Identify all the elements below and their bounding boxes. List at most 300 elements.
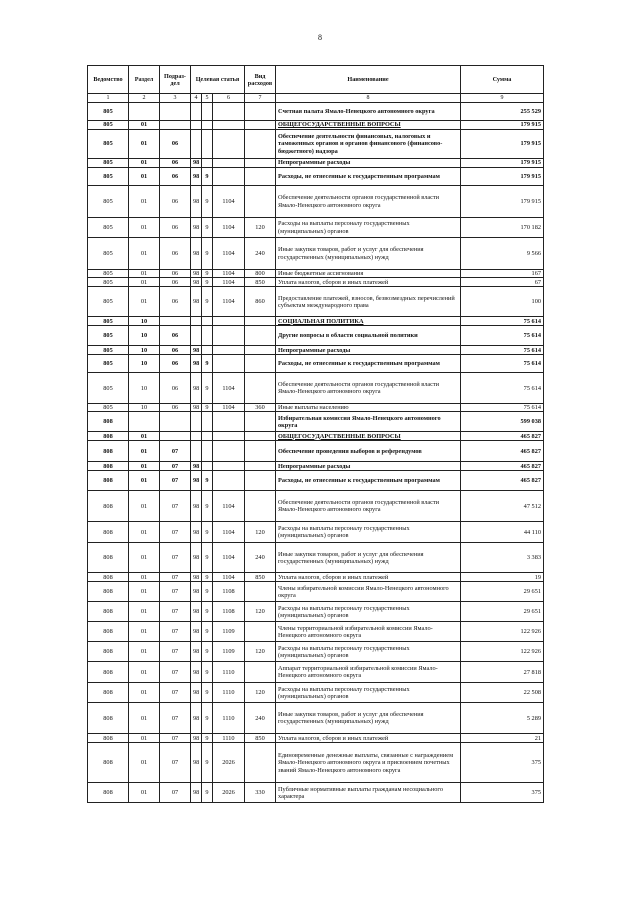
vid-cell <box>245 168 276 186</box>
vid-cell: 120 <box>245 642 276 662</box>
cs-direction-cell: 1108 <box>213 582 245 602</box>
table-row <box>88 573 544 582</box>
cs-subprogram-cell: 9 <box>202 287 213 317</box>
razdel-cell: 01 <box>129 743 160 783</box>
razdel-cell: 01 <box>129 734 160 743</box>
ved-cell: 808 <box>88 743 129 783</box>
cs-direction-cell: 1109 <box>213 622 245 642</box>
header-podrazdel: Подраз-дел <box>160 66 191 94</box>
podrazdel-cell <box>160 412 191 432</box>
podrazdel-cell: 06 <box>160 238 191 270</box>
cs-program-cell: 98 <box>191 683 202 703</box>
name-text: Уплата налогов, сборов и иных платежей <box>278 734 389 742</box>
vid-cell <box>245 373 276 404</box>
budget-table <box>87 65 544 803</box>
vid-cell <box>245 491 276 522</box>
name-cell <box>276 622 461 642</box>
name-text: Другие вопросы в области социальной политики <box>278 332 418 340</box>
cs-subprogram-cell: 9 <box>202 573 213 582</box>
vid-cell: 120 <box>245 683 276 703</box>
table-row <box>88 287 544 317</box>
sum-cell: 179 915 <box>461 159 544 168</box>
name-text: Члены территориальной избирательной комиссии Ямало-Ненецкого автономного округа <box>278 624 433 639</box>
table-row <box>88 412 544 432</box>
cs-program-cell: 98 <box>191 462 202 471</box>
name-cell <box>276 270 461 278</box>
vid-cell <box>245 441 276 462</box>
razdel-cell: 01 <box>129 783 160 803</box>
name-cell <box>276 130 461 159</box>
sum-cell: 465 827 <box>461 441 544 462</box>
vid-cell: 360 <box>245 404 276 412</box>
cs-program-cell: 98 <box>191 582 202 602</box>
ved-cell: 805 <box>88 270 129 278</box>
vid-cell: 800 <box>245 270 276 278</box>
cs-subprogram-cell <box>202 432 213 441</box>
name-cell <box>276 432 461 441</box>
razdel-cell: 10 <box>129 355 160 373</box>
razdel-cell: 01 <box>129 121 160 130</box>
cs-program-cell: 98 <box>191 573 202 582</box>
table-row <box>88 373 544 404</box>
name-cell <box>276 743 461 783</box>
razdel-cell: 10 <box>129 326 160 346</box>
ved-cell: 805 <box>88 103 129 121</box>
cs-subprogram-cell: 9 <box>202 373 213 404</box>
ved-cell: 805 <box>88 130 129 159</box>
sum-cell: 465 827 <box>461 471 544 491</box>
name-cell <box>276 462 461 471</box>
table-row <box>88 355 544 373</box>
cs-direction-cell: 1104 <box>213 238 245 270</box>
cs-program-cell: 98 <box>191 783 202 803</box>
name-cell <box>276 317 461 326</box>
name-text: Избирательная комиссия Ямало-Ненецкого автономного округа <box>278 414 441 429</box>
razdel-cell: 01 <box>129 159 160 168</box>
cs-subprogram-cell: 9 <box>202 743 213 783</box>
razdel-cell: 10 <box>129 404 160 412</box>
sum-cell: 122 926 <box>461 642 544 662</box>
podrazdel-cell <box>160 317 191 326</box>
ved-cell: 808 <box>88 412 129 432</box>
vid-cell <box>245 326 276 346</box>
cs-direction-cell: 1108 <box>213 602 245 622</box>
cs-direction-cell <box>213 130 245 159</box>
vid-cell <box>245 346 276 355</box>
cs-direction-cell: 1104 <box>213 186 245 218</box>
cs-subprogram-cell: 9 <box>202 238 213 270</box>
podrazdel-cell: 07 <box>160 522 191 543</box>
vid-cell <box>245 582 276 602</box>
cs-program-cell: 98 <box>191 159 202 168</box>
podrazdel-cell: 07 <box>160 582 191 602</box>
cs-subprogram-cell: 9 <box>202 543 213 573</box>
cs-program-cell: 98 <box>191 355 202 373</box>
cs-program-cell: 98 <box>191 238 202 270</box>
cs-direction-cell: 1104 <box>213 218 245 238</box>
cs-subprogram-cell: 9 <box>202 186 213 218</box>
cs-direction-cell <box>213 346 245 355</box>
vid-cell: 860 <box>245 287 276 317</box>
cs-subprogram-cell: 9 <box>202 683 213 703</box>
name-cell <box>276 602 461 622</box>
vid-cell <box>245 317 276 326</box>
razdel-cell: 01 <box>129 238 160 270</box>
name-text: Иные закупки товаров, работ и услуг для обеспечения государственных (муниципальных) нужд <box>278 550 424 565</box>
razdel-cell: 01 <box>129 278 160 287</box>
cs-program-cell: 98 <box>191 404 202 412</box>
column-number: 5 <box>202 94 213 103</box>
razdel-cell: 01 <box>129 573 160 582</box>
table-row <box>88 582 544 602</box>
podrazdel-cell: 07 <box>160 622 191 642</box>
razdel-cell: 01 <box>129 432 160 441</box>
ved-cell: 808 <box>88 491 129 522</box>
sum-cell: 29 651 <box>461 602 544 622</box>
razdel-cell: 01 <box>129 462 160 471</box>
header-celevaya: Целевая статья <box>191 66 245 94</box>
razdel-cell: 01 <box>129 168 160 186</box>
vid-cell <box>245 103 276 121</box>
header-summa: Сумма <box>461 66 544 94</box>
name-text: Расходы, не отнесенные к государственным программам <box>278 172 440 180</box>
cs-direction-cell <box>213 412 245 432</box>
podrazdel-cell: 06 <box>160 270 191 278</box>
vid-cell <box>245 121 276 130</box>
razdel-cell: 01 <box>129 662 160 683</box>
name-cell <box>276 218 461 238</box>
table-row <box>88 404 544 412</box>
podrazdel-cell: 06 <box>160 355 191 373</box>
ved-cell: 808 <box>88 662 129 683</box>
table-row <box>88 662 544 683</box>
table-header <box>88 66 544 103</box>
name-text: Расходы, не отнесенные к государственным программам <box>278 360 440 368</box>
name-text: Уплата налогов, сборов и иных платежей <box>278 278 389 286</box>
name-text: Расходы, не отнесенные к государственным программам <box>278 477 440 485</box>
podrazdel-cell: 07 <box>160 441 191 462</box>
sum-cell: 100 <box>461 287 544 317</box>
cs-subprogram-cell: 9 <box>202 602 213 622</box>
header-razdel: Раздел <box>129 66 160 94</box>
cs-program-cell: 98 <box>191 642 202 662</box>
table-row <box>88 326 544 346</box>
cs-program-cell <box>191 130 202 159</box>
cs-subprogram-cell: 9 <box>202 703 213 734</box>
sum-cell: 170 182 <box>461 218 544 238</box>
cs-subprogram-cell: 9 <box>202 522 213 543</box>
name-cell <box>276 662 461 683</box>
cs-program-cell: 98 <box>191 287 202 317</box>
cs-direction-cell: 2026 <box>213 783 245 803</box>
sum-cell: 21 <box>461 734 544 743</box>
name-cell <box>276 186 461 218</box>
podrazdel-cell: 07 <box>160 683 191 703</box>
name-cell <box>276 734 461 743</box>
ved-cell: 808 <box>88 602 129 622</box>
name-cell <box>276 582 461 602</box>
razdel-cell: 01 <box>129 270 160 278</box>
name-cell <box>276 703 461 734</box>
cs-direction-cell: 1104 <box>213 270 245 278</box>
cs-subprogram-cell: 9 <box>202 471 213 491</box>
name-cell <box>276 573 461 582</box>
cs-program-cell: 98 <box>191 522 202 543</box>
ved-cell: 808 <box>88 441 129 462</box>
cs-direction-cell <box>213 471 245 491</box>
ved-cell: 805 <box>88 346 129 355</box>
sum-cell: 179 915 <box>461 186 544 218</box>
page-number: 8 <box>318 33 322 42</box>
cs-program-cell: 98 <box>191 703 202 734</box>
name-text: Иные бюджетные ассигнования <box>278 270 364 277</box>
cs-subprogram-cell: 9 <box>202 642 213 662</box>
cs-subprogram-cell: 9 <box>202 783 213 803</box>
cs-direction-cell: 1104 <box>213 287 245 317</box>
ved-cell: 805 <box>88 238 129 270</box>
ved-cell: 805 <box>88 355 129 373</box>
vid-cell <box>245 355 276 373</box>
sum-cell: 75 614 <box>461 317 544 326</box>
cs-direction-cell: 1110 <box>213 703 245 734</box>
table-row <box>88 622 544 642</box>
vid-cell: 240 <box>245 238 276 270</box>
cs-direction-cell <box>213 159 245 168</box>
razdel-cell: 01 <box>129 522 160 543</box>
cs-direction-cell: 1104 <box>213 278 245 287</box>
name-text: Непрограммные расходы <box>278 346 351 354</box>
table-row <box>88 159 544 168</box>
name-cell <box>276 404 461 412</box>
cs-direction-cell: 1110 <box>213 683 245 703</box>
cs-direction-cell: 1110 <box>213 662 245 683</box>
name-text: Обеспечение проведения выборов и референдумов <box>278 447 422 455</box>
name-cell <box>276 346 461 355</box>
name-text: Непрограммные расходы <box>278 159 351 167</box>
razdel-cell: 01 <box>129 622 160 642</box>
podrazdel-cell: 07 <box>160 543 191 573</box>
cs-subprogram-cell <box>202 121 213 130</box>
name-cell <box>276 683 461 703</box>
name-cell <box>276 355 461 373</box>
table-body <box>88 103 544 803</box>
ved-cell: 808 <box>88 543 129 573</box>
vid-cell <box>245 471 276 491</box>
podrazdel-cell: 07 <box>160 642 191 662</box>
cs-subprogram-cell: 9 <box>202 404 213 412</box>
sum-cell: 75 614 <box>461 373 544 404</box>
sum-cell: 5 289 <box>461 703 544 734</box>
cs-subprogram-cell <box>202 317 213 326</box>
name-text: Расходы на выплаты персоналу государственных (муниципальных) органов <box>278 685 410 700</box>
razdel-cell: 01 <box>129 642 160 662</box>
sum-cell: 122 926 <box>461 622 544 642</box>
vid-cell: 240 <box>245 703 276 734</box>
razdel-cell: 01 <box>129 471 160 491</box>
name-cell <box>276 326 461 346</box>
name-text: Уплата налогов, сборов и иных платежей <box>278 573 389 581</box>
ved-cell: 805 <box>88 287 129 317</box>
vid-cell: 850 <box>245 734 276 743</box>
ved-cell: 805 <box>88 186 129 218</box>
cs-direction-cell <box>213 462 245 471</box>
cs-direction-cell: 1104 <box>213 573 245 582</box>
vid-cell <box>245 159 276 168</box>
table-row <box>88 491 544 522</box>
ved-cell: 808 <box>88 683 129 703</box>
name-cell <box>276 121 461 130</box>
razdel-cell: 01 <box>129 441 160 462</box>
column-number: 2 <box>129 94 160 103</box>
vid-cell: 120 <box>245 522 276 543</box>
name-text: Члены избирательной комиссии Ямало-Ненецкого автономного округа <box>278 584 449 599</box>
column-number: 3 <box>160 94 191 103</box>
razdel-cell: 01 <box>129 287 160 317</box>
table-row <box>88 522 544 543</box>
vid-cell: 120 <box>245 218 276 238</box>
name-text: Расходы на выплаты персоналу государственных (муниципальных) органов <box>278 525 410 540</box>
cs-program-cell <box>191 412 202 432</box>
name-cell <box>276 287 461 317</box>
ved-cell: 808 <box>88 522 129 543</box>
cs-program-cell: 98 <box>191 734 202 743</box>
cs-program-cell: 98 <box>191 346 202 355</box>
ved-cell: 805 <box>88 278 129 287</box>
vid-cell <box>245 412 276 432</box>
cs-subprogram-cell: 9 <box>202 582 213 602</box>
table-row <box>88 346 544 355</box>
table-row <box>88 130 544 159</box>
sum-cell: 375 <box>461 743 544 783</box>
column-number: 8 <box>276 94 461 103</box>
name-cell <box>276 168 461 186</box>
podrazdel-cell: 07 <box>160 462 191 471</box>
header-vid: Вид расходов <box>245 66 276 94</box>
podrazdel-cell: 06 <box>160 159 191 168</box>
cs-subprogram-cell: 9 <box>202 270 213 278</box>
cs-direction-cell: 1104 <box>213 404 245 412</box>
sum-cell: 75 614 <box>461 355 544 373</box>
sum-cell: 465 827 <box>461 432 544 441</box>
vid-cell: 120 <box>245 602 276 622</box>
table-row <box>88 543 544 573</box>
sum-cell: 179 915 <box>461 168 544 186</box>
table-row <box>88 186 544 218</box>
razdel-cell <box>129 103 160 121</box>
ved-cell: 808 <box>88 471 129 491</box>
cs-program-cell: 98 <box>191 218 202 238</box>
sum-cell: 465 827 <box>461 462 544 471</box>
column-number-row <box>88 94 544 103</box>
cs-program-cell: 98 <box>191 602 202 622</box>
cs-direction-cell: 1104 <box>213 373 245 404</box>
sum-cell: 29 651 <box>461 582 544 602</box>
vid-cell <box>245 622 276 642</box>
name-text: Иные выплаты населению <box>278 404 349 412</box>
podrazdel-cell <box>160 432 191 441</box>
cs-subprogram-cell: 9 <box>202 491 213 522</box>
table-row <box>88 703 544 734</box>
vid-cell: 850 <box>245 573 276 582</box>
razdel-cell: 10 <box>129 373 160 404</box>
ved-cell: 808 <box>88 642 129 662</box>
name-cell <box>276 491 461 522</box>
podrazdel-cell: 06 <box>160 346 191 355</box>
cs-program-cell: 98 <box>191 186 202 218</box>
podrazdel-cell: 07 <box>160 734 191 743</box>
cs-program-cell: 98 <box>191 278 202 287</box>
cs-subprogram-cell: 9 <box>202 734 213 743</box>
cs-program-cell <box>191 441 202 462</box>
cs-program-cell <box>191 103 202 121</box>
razdel-cell: 01 <box>129 543 160 573</box>
table-row <box>88 734 544 743</box>
table-row <box>88 783 544 803</box>
name-text: Предоставление платежей, взносов, безвозмездных перечислений субъектам международного права <box>278 294 455 309</box>
table-row <box>88 642 544 662</box>
cs-subprogram-cell <box>202 346 213 355</box>
cs-program-cell: 98 <box>191 491 202 522</box>
cs-subprogram-cell: 9 <box>202 218 213 238</box>
cs-subprogram-cell <box>202 462 213 471</box>
razdel-cell: 01 <box>129 130 160 159</box>
cs-direction-cell <box>213 326 245 346</box>
name-cell <box>276 522 461 543</box>
table-row <box>88 317 544 326</box>
ved-cell: 805 <box>88 159 129 168</box>
vid-cell: 240 <box>245 543 276 573</box>
table-row <box>88 462 544 471</box>
sum-cell: 167 <box>461 270 544 278</box>
sum-cell: 179 915 <box>461 130 544 159</box>
ved-cell: 808 <box>88 734 129 743</box>
cs-program-cell <box>191 121 202 130</box>
name-cell <box>276 543 461 573</box>
vid-cell <box>245 186 276 218</box>
cs-direction-cell <box>213 441 245 462</box>
cs-direction-cell: 1110 <box>213 734 245 743</box>
podrazdel-cell: 06 <box>160 130 191 159</box>
table-row <box>88 743 544 783</box>
cs-program-cell: 98 <box>191 662 202 683</box>
cs-direction-cell <box>213 317 245 326</box>
sum-cell: 599 038 <box>461 412 544 432</box>
name-cell <box>276 471 461 491</box>
podrazdel-cell: 06 <box>160 404 191 412</box>
ved-cell: 805 <box>88 168 129 186</box>
sum-cell: 67 <box>461 278 544 287</box>
podrazdel-cell: 06 <box>160 168 191 186</box>
name-cell <box>276 441 461 462</box>
podrazdel-cell: 07 <box>160 471 191 491</box>
table-row <box>88 270 544 278</box>
table-row <box>88 471 544 491</box>
cs-subprogram-cell: 9 <box>202 278 213 287</box>
cs-program-cell: 98 <box>191 270 202 278</box>
table-row <box>88 168 544 186</box>
table-row <box>88 218 544 238</box>
cs-program-cell <box>191 432 202 441</box>
razdel-cell: 01 <box>129 703 160 734</box>
name-text: Расходы на выплаты персоналу государственных (муниципальных) органов <box>278 604 410 619</box>
podrazdel-cell: 07 <box>160 703 191 734</box>
name-cell <box>276 238 461 270</box>
cs-direction-cell: 1104 <box>213 522 245 543</box>
vid-cell <box>245 743 276 783</box>
name-text: СОЦИАЛЬНАЯ ПОЛИТИКА <box>278 317 364 325</box>
podrazdel-cell: 07 <box>160 573 191 582</box>
table-row <box>88 238 544 270</box>
